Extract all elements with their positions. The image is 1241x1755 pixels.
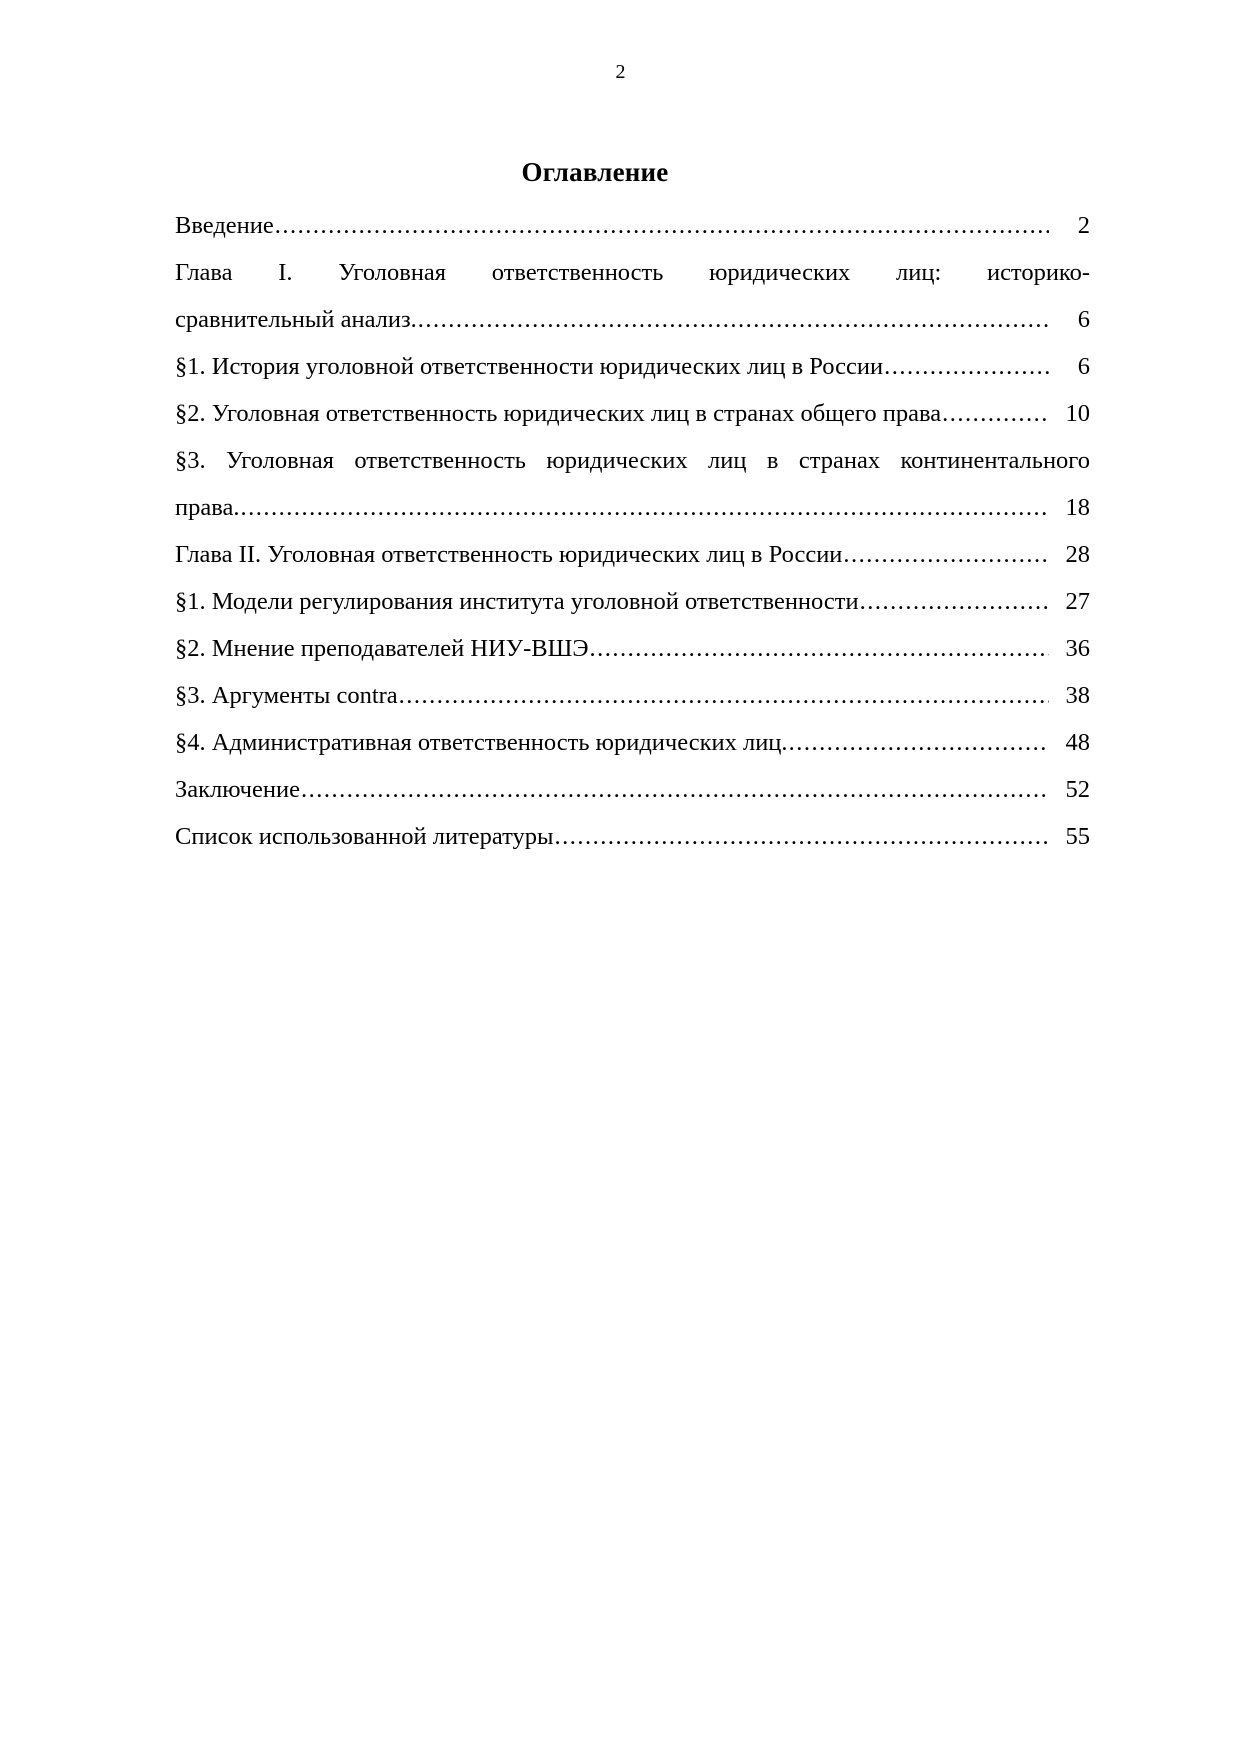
toc-entry[interactable] [175, 672, 1090, 719]
toc-entry-text: §1. Модели регулирования института уголовной ответственности [175, 588, 859, 615]
toc-entry-line [175, 484, 1090, 531]
toc-dot-leader [399, 672, 1049, 719]
toc-entry-line [175, 672, 1090, 719]
toc-page-number: 38 [1065, 682, 1090, 709]
toc-entry-text: сравнительный анализ. [175, 306, 417, 333]
toc-entry-line [175, 390, 1090, 437]
toc-entry[interactable] [175, 578, 1090, 625]
toc-page-number: 55 [1065, 823, 1090, 850]
toc-dot-leader [884, 343, 1049, 390]
toc-entry[interactable] [175, 437, 1090, 531]
toc-entry-text: §3. Аргументы contra [175, 682, 398, 709]
toc-dot-leader [860, 578, 1049, 625]
toc-page-number: 2 [1077, 212, 1090, 239]
page-number-header: 2 [615, 61, 626, 83]
toc-entry-line [175, 343, 1090, 390]
toc-entry[interactable] [175, 343, 1090, 390]
toc-entry-text: §2. Мнение преподавателей НИУ-ВШЭ [175, 635, 589, 662]
toc-entry[interactable] [175, 202, 1090, 249]
toc-entry[interactable] [175, 531, 1090, 578]
toc-dot-leader [942, 390, 1049, 437]
toc-entry-text: §1. История уголовной ответственности юридических лиц в России [175, 353, 884, 380]
toc-page-number: 6 [1077, 353, 1090, 380]
page-title: Оглавление [521, 157, 669, 187]
toc-entry-text: §4. Административная ответственность юридических лиц. [175, 729, 788, 756]
toc-page-number: 27 [1065, 588, 1090, 615]
toc-page-number: 28 [1065, 541, 1090, 568]
toc-entry-line [175, 296, 1090, 343]
toc-dot-leader [789, 719, 1049, 766]
toc-dot-leader [275, 202, 1049, 249]
toc-page-number: 48 [1065, 729, 1090, 756]
toc-entry[interactable] [175, 249, 1090, 343]
toc-dot-leader [240, 484, 1049, 531]
toc-entry-line [175, 719, 1090, 766]
toc-entry-line [175, 813, 1090, 860]
toc-entry-text: Введение [175, 212, 274, 239]
toc-dot-leader [301, 766, 1049, 813]
toc-entry-text: §2. Уголовная ответственность юридических лиц в странах общего права [175, 400, 942, 427]
toc-page-number: 52 [1065, 776, 1090, 803]
toc-dot-leader [555, 813, 1049, 860]
toc-entry-line [175, 202, 1090, 249]
toc-page-number: 10 [1065, 400, 1090, 427]
toc-dot-leader [590, 625, 1050, 672]
toc-entry[interactable] [175, 390, 1090, 437]
toc-entry[interactable] [175, 766, 1090, 813]
toc-entry-text: Глава II. Уголовная ответственность юридических лиц в России [175, 541, 843, 568]
toc-entry-text: Глава I. Уголовная ответственность юридических лиц: историко- [175, 259, 1090, 286]
toc-entry-line [175, 578, 1090, 625]
table-of-contents [175, 202, 1090, 860]
toc-entry[interactable] [175, 625, 1090, 672]
toc-page-number: 18 [1065, 494, 1090, 521]
toc-dot-leader [418, 296, 1049, 343]
toc-entry-line [175, 625, 1090, 672]
toc-entry-text: §3. Уголовная ответственность юридических лиц в странах континентального [175, 447, 1090, 474]
toc-dot-leader [843, 531, 1049, 578]
toc-entry-text: права. [175, 494, 240, 521]
toc-entry[interactable] [175, 719, 1090, 766]
toc-entry-line [175, 766, 1090, 813]
toc-entry[interactable] [175, 813, 1090, 860]
toc-entry-text: Список использованной литературы [175, 823, 554, 850]
toc-entry-line [175, 531, 1090, 578]
toc-page-number: 6 [1077, 306, 1090, 333]
toc-page-number: 36 [1065, 635, 1090, 662]
toc-entry-text: Заключение [175, 776, 300, 803]
